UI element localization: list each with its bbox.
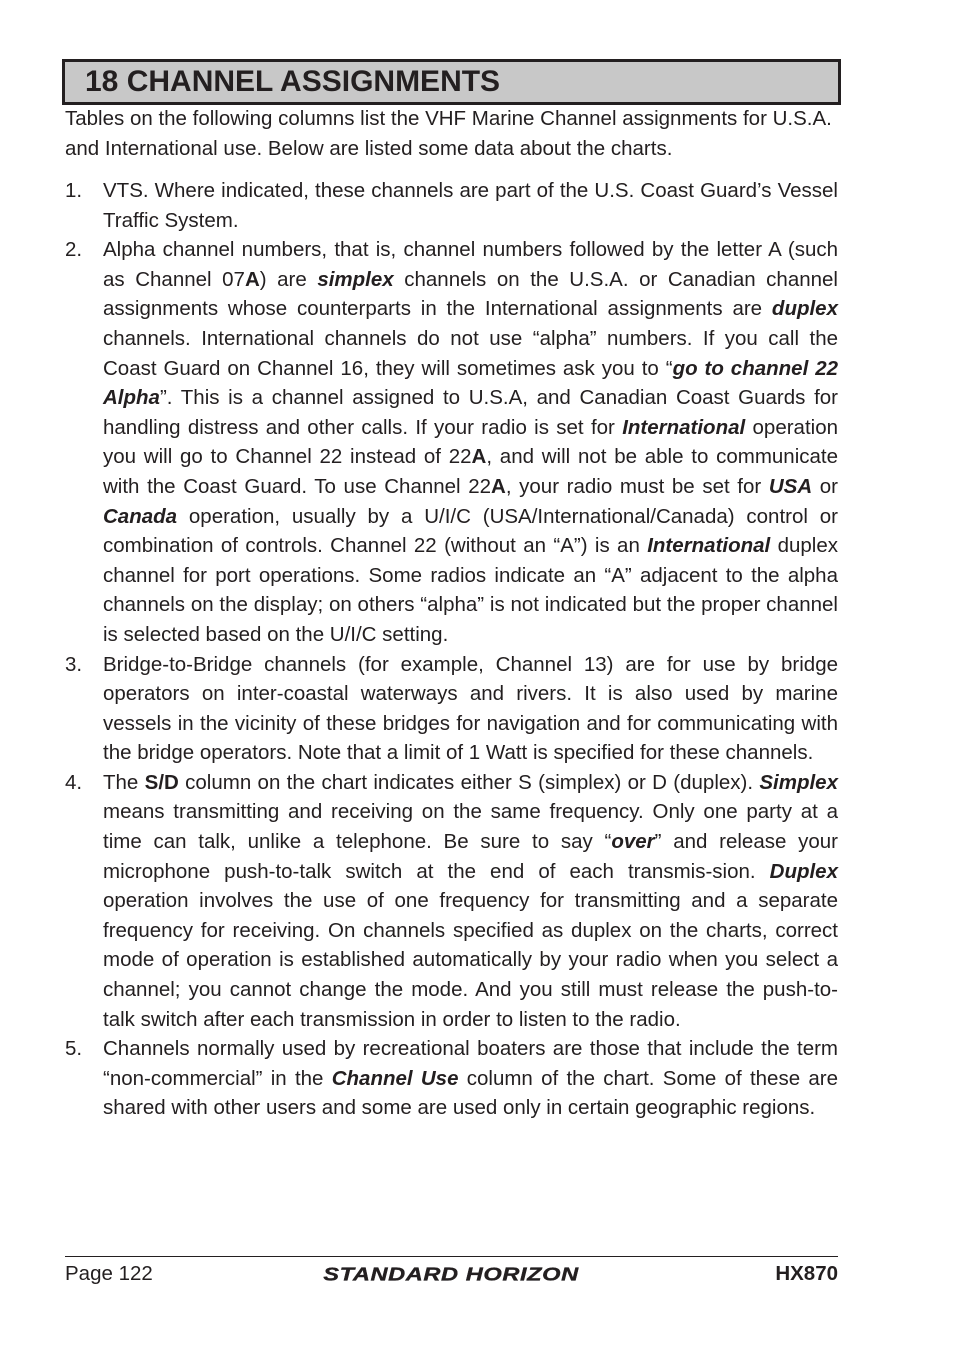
list-item-text	[103, 1037, 838, 1119]
emphasis-text: USA	[768, 474, 813, 498]
emphasis-text: Simplex	[759, 770, 838, 794]
body-text: duplex channel for port operations. Some radios indicate an “A” adjacent to the alpha channels on the display; on others “alpha” is not indicated but the proper channel is selected based on the U/I/C setting.	[103, 534, 839, 646]
list-item	[65, 235, 838, 649]
body-text: or	[812, 474, 838, 498]
body-text: means transmitting and receiving on the same frequency. Only one party at a time can talk, unlike a telephone. Be sure to say “	[103, 800, 838, 854]
emphasis-text: go to channel 22 Alpha	[103, 356, 838, 410]
body-text: Alpha channel numbers, that is, channel numbers followed by the letter A (such as Channel 07	[103, 238, 838, 291]
list-item	[65, 1034, 838, 1123]
body-text: operation you will go to Channel 22 instead of 22	[103, 415, 839, 469]
body-text: ” and release your microphone push-to-talk switch at the end of each transmis-sion.	[103, 830, 839, 883]
section-title: 18 CHANNEL ASSIGNMENTS	[85, 65, 501, 98]
list-item-text	[103, 179, 838, 232]
bold-text: S/D	[144, 770, 179, 794]
emphasis-text: Duplex	[769, 859, 838, 883]
body-text: channels on the U.S.A. or Canadian channel assignments whose counterparts in the International assignments are	[103, 267, 838, 321]
body-text: The	[103, 770, 145, 794]
body-text: Channels normally used by recreational boaters are those that include the term “non-commercial” in the	[103, 1037, 838, 1090]
model-number: HX870	[775, 1262, 838, 1285]
svg-text:STANDARD HORIZON: STANDARD HORIZON	[323, 1264, 579, 1285]
body-text: channels. International channels do not use “alpha” numbers. If you call the Coast Guard on Channel 16, they will sometimes ask you to “	[103, 326, 838, 380]
body-text: , your radio must be set for	[505, 474, 769, 498]
body-text: column of the chart. Some of these are shared with other users and some are used only in certain geographic regions.	[103, 1066, 838, 1120]
list-item-text	[103, 653, 838, 765]
emphasis-text: International	[647, 534, 771, 558]
body-text: ) are	[259, 267, 318, 291]
body-text: ”. This is a channel assigned to U.S.A, and Canadian Coast Guards for handling distress and other calls. If your radio is set for	[103, 386, 838, 439]
emphasis-text: over	[611, 830, 655, 854]
list-item	[65, 176, 838, 235]
list-item-number: 1.	[65, 179, 83, 202]
list-item-number: 4.	[65, 770, 83, 794]
bold-text: A	[244, 267, 260, 291]
list-item	[65, 768, 838, 1034]
list-item-text	[103, 238, 838, 646]
body-text: , and will not be able to communicate with the Coast Guard. To use Channel 22	[103, 445, 838, 498]
page-number: Page 122	[65, 1262, 153, 1285]
body-text: VTS. Where indicated, these channels are part of the U.S. Coast Guard’s Vessel Traffic System.	[103, 179, 838, 232]
body-text: Bridge-to-Bridge channels (for example, Channel 13) are for use by bridge operators on inter-coastal waterways and rivers. It is also used by marine vessels in the vicinity of these bridges for navigation and for communicating with the bridge operators. Note that a limit of 1 Watt is specified for these channels.	[103, 652, 838, 765]
list-item	[65, 650, 838, 768]
emphasis-text: Canada	[103, 504, 178, 528]
emphasis-text: International	[622, 415, 746, 439]
body-text: operation, usually by a U/I/C (USA/International/Canada) control or combination of controls. Channel 22 (without an “A”) is an	[103, 504, 838, 558]
list-item-number: 5.	[65, 1037, 83, 1061]
list-item-text	[103, 771, 838, 1031]
section-heading-box	[62, 59, 841, 105]
footer-divider	[65, 1256, 838, 1257]
bold-text: A	[471, 445, 487, 469]
body-text: operation involves the use of one frequency for transmitting and a separate frequency for receiving. On channels specified as duplex on the charts, correct mode of operation is established automatically by your radio when you select a channel; you cannot change the mode. And you still must release the push-to-talk switch after each transmission in order to listen to the radio.	[103, 889, 838, 1031]
emphasis-text: simplex	[317, 267, 394, 291]
numbered-list	[65, 176, 838, 1123]
emphasis-text: Channel Use	[331, 1066, 459, 1090]
bold-text: A	[491, 474, 506, 498]
intro-paragraph: Tables on the following columns list the VHF Marine Channel assignments for U.S.A. and International use. Below are listed some data about the charts.	[65, 107, 832, 160]
brand-logo	[306, 1263, 596, 1287]
list-item-number: 3.	[65, 652, 83, 676]
emphasis-text: duplex	[771, 297, 838, 321]
body-text: column on the chart indicates either S (simplex) or D (duplex).	[178, 770, 760, 794]
list-item-number: 2.	[65, 238, 83, 262]
